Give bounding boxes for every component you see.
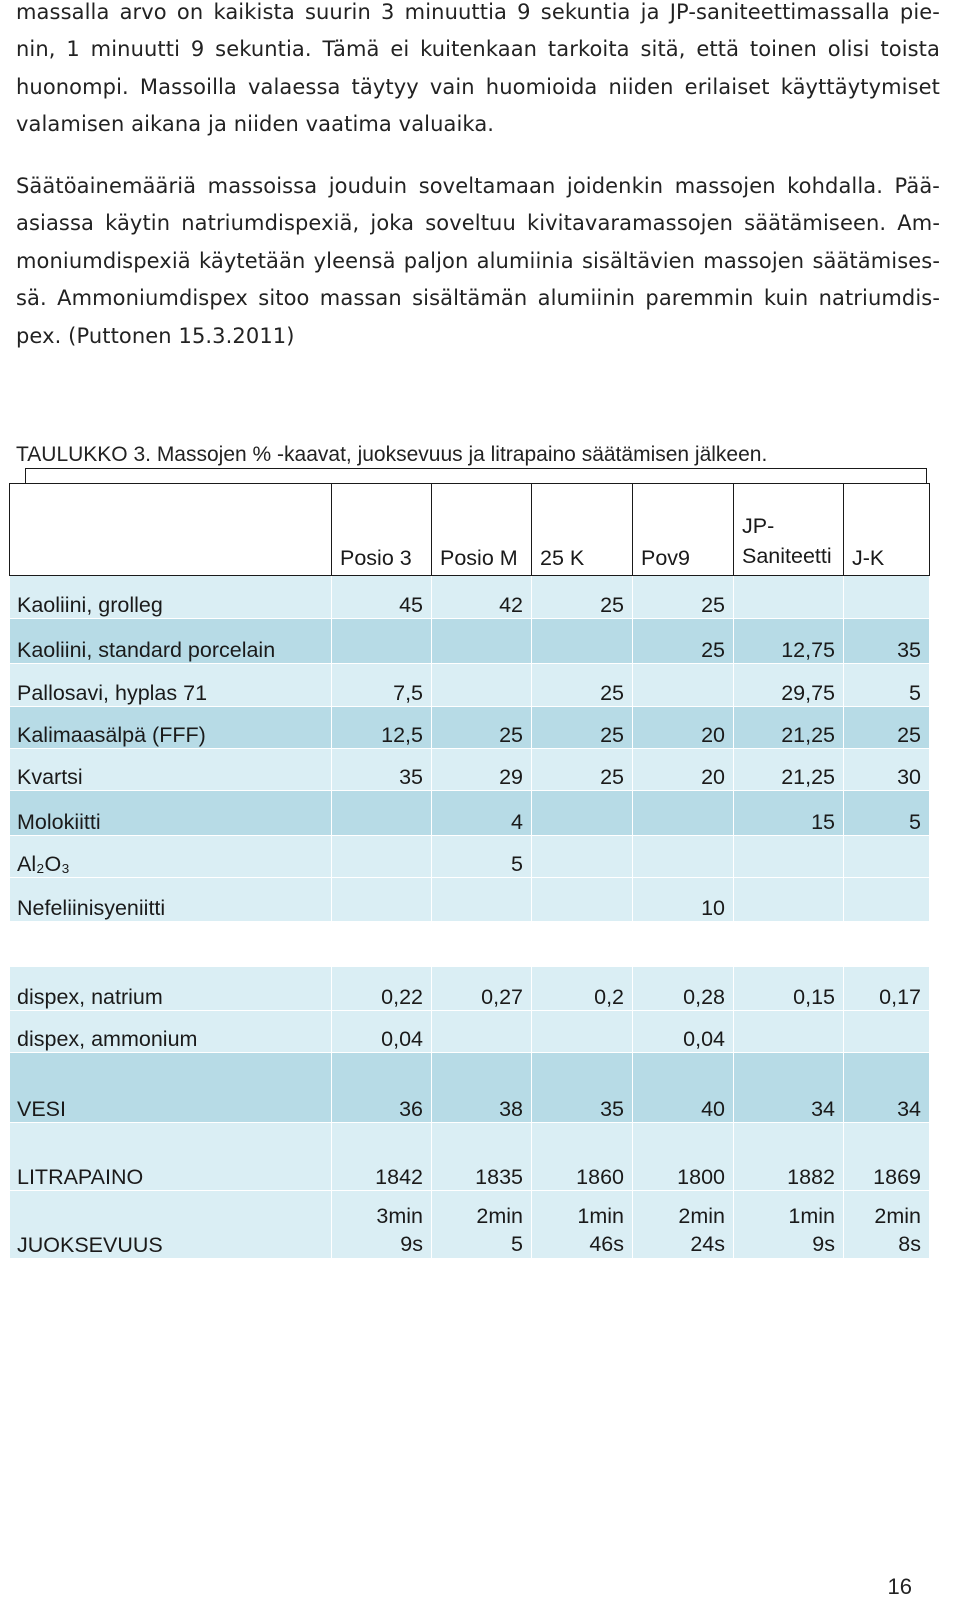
table-cell: 2min 8s [844,1191,930,1259]
table-cell: 5 [844,791,930,836]
row-label: dispex, natrium [10,967,332,1011]
table-caption: TAULUKKO 3. Massojen % -kaavat, juoksevuus ja litrapaino säätämisen jälkeen. [16,443,768,466]
table-cell [633,836,734,878]
table-cell [532,619,633,664]
table-cell: 1842 [332,1123,432,1191]
table-cell: 10 [633,878,734,922]
table-cell: 12,5 [332,707,432,749]
paragraph-1: massalla arvo on kaikista suurin 3 minuuttia 9 sekuntia ja JP-saniteettimassalla pie-nin, 1 minuutti 9 sekuntia. Tämä ei kuitenkaan tarkoita sitä, että toinen olisi toista huonompi. Massoilla valaessa täytyy vain huomioida niiden erilaiset käyttäytymiset valamisen aikana ja niiden vaatima valuaika. [16,0,940,137]
table-cell: 2min 24s [633,1191,734,1259]
table-cell: 34 [844,1053,930,1123]
table-cell: 1860 [532,1123,633,1191]
table-cell [332,836,432,878]
table-cell: 25 [633,619,734,664]
table-cell [844,922,930,967]
recipe-table [9,483,930,1259]
table-row [10,1123,930,1191]
paragraph-2: Säätöainemääriä massoissa jouduin soveltamaan joidenkin massojen kohdalla. Pää-asiassa käytin natriumdispexiä, joka soveltuu kivitavaramassojen säätämiseen. Am-moniumdispexiä käytetään yleensä paljon alumiinia sisältävien massojen säätämises-sä. Ammoniumdispex sitoo massan sisältämän alumiinin paremmin kuin natriumdis-pex. (Puttonen 15.3.2011) [16,174,940,348]
table-cell [532,836,633,878]
table-cell [844,1011,930,1053]
header-25k: 25 K [532,484,633,576]
table-row [10,576,930,619]
table-cell [432,1011,532,1053]
table-cell: 1869 [844,1123,930,1191]
table-cell: 15 [734,791,844,836]
table-cell: 29,75 [734,664,844,707]
header-posio3: Posio 3 [332,484,432,576]
table-cell: 40 [633,1053,734,1123]
table-cell [633,922,734,967]
table-cell: 1min 9s [734,1191,844,1259]
table-cell [844,836,930,878]
row-label [10,922,332,967]
table-cell [633,664,734,707]
table-cell: 0,27 [432,967,532,1011]
row-label: VESI [10,1053,332,1123]
table-row [10,749,930,791]
table-cell [633,791,734,836]
table-cell: 34 [734,1053,844,1123]
table-cell [432,922,532,967]
row-label: Kaoliini, grolleg [10,576,332,619]
table-cell: 1800 [633,1123,734,1191]
table-cell: 25 [432,707,532,749]
table-cell: 1835 [432,1123,532,1191]
table-cell: 35 [332,749,432,791]
table-cell: 12,75 [734,619,844,664]
table-cell: 5 [844,664,930,707]
table-cell: 25 [532,707,633,749]
table-cell: 36 [332,1053,432,1123]
header-empty [10,484,332,576]
table-cell: 42 [432,576,532,619]
table-cell [332,878,432,922]
table-cell: 25 [633,576,734,619]
table-cell: 0,17 [844,967,930,1011]
table-cell: 20 [633,749,734,791]
page-number: 16 [887,1574,912,1599]
table-cell: 2min 5 [432,1191,532,1259]
table-cell [332,922,432,967]
row-label: Al₂O₃ [10,836,332,878]
table-cell [844,878,930,922]
table-cell: 25 [532,749,633,791]
table-cell [432,619,532,664]
row-label: JUOKSEVUUS [10,1191,332,1259]
table-row [10,1053,930,1123]
table-cell [844,576,930,619]
table-cell: 1min 46s [532,1191,633,1259]
table-cell [432,664,532,707]
table-cell: 21,25 [734,707,844,749]
table-cell [734,922,844,967]
table-cell: 5 [432,836,532,878]
table-cell [734,576,844,619]
table-row [10,1011,930,1053]
table-cell: 0,2 [532,967,633,1011]
table-row [10,836,930,878]
table-cell [532,922,633,967]
table-row [10,619,930,664]
table-cell [432,878,532,922]
table-cell: 4 [432,791,532,836]
header-posiom: Posio M [432,484,532,576]
table-cell: 25 [844,707,930,749]
header-jp-line1: JP- [742,514,775,538]
header-jp-line2: Saniteetti [742,544,832,568]
row-label: Kalimaasälpä (FFF) [10,707,332,749]
table-cell [734,836,844,878]
table-cell: 25 [532,664,633,707]
table-cell: 35 [844,619,930,664]
row-label: Molokiitti [10,791,332,836]
table-cell: 29 [432,749,532,791]
table-row [10,967,930,1011]
table-cell: 30 [844,749,930,791]
table-cell: 25 [532,576,633,619]
table-cell [532,1011,633,1053]
table-row-juoksevuus [10,1191,930,1259]
table-row [10,878,930,922]
table-header-row [10,484,930,576]
table-cell: 0,04 [332,1011,432,1053]
table-cell: 0,15 [734,967,844,1011]
table-cell [734,878,844,922]
table-cell: 45 [332,576,432,619]
table-cell: 1882 [734,1123,844,1191]
header-jk: J-K [844,484,930,576]
table-cell [532,878,633,922]
table-cell: 0,28 [633,967,734,1011]
table-cell: 35 [532,1053,633,1123]
table-cell: 0,22 [332,967,432,1011]
row-label: Kvartsi [10,749,332,791]
table-cell: 21,25 [734,749,844,791]
table-cell: 0,04 [633,1011,734,1053]
table-cell [532,791,633,836]
header-pov9: Pov9 [633,484,734,576]
header-jp-saniteetti [734,484,844,576]
row-label: Pallosavi, hyplas 71 [10,664,332,707]
table-cell [734,1011,844,1053]
row-label: Nefeliinisyeniitti [10,878,332,922]
table-row [10,791,930,836]
table-cell: 20 [633,707,734,749]
table-cell: 7,5 [332,664,432,707]
row-label: dispex, ammonium [10,1011,332,1053]
table-row [10,707,930,749]
table-cell [332,791,432,836]
row-label: Kaoliini, standard porcelain [10,619,332,664]
table-cell [332,619,432,664]
row-label: LITRAPAINO [10,1123,332,1191]
table-row [10,664,930,707]
table-row [10,922,930,967]
table-cell: 38 [432,1053,532,1123]
table-cell: 3min 9s [332,1191,432,1259]
